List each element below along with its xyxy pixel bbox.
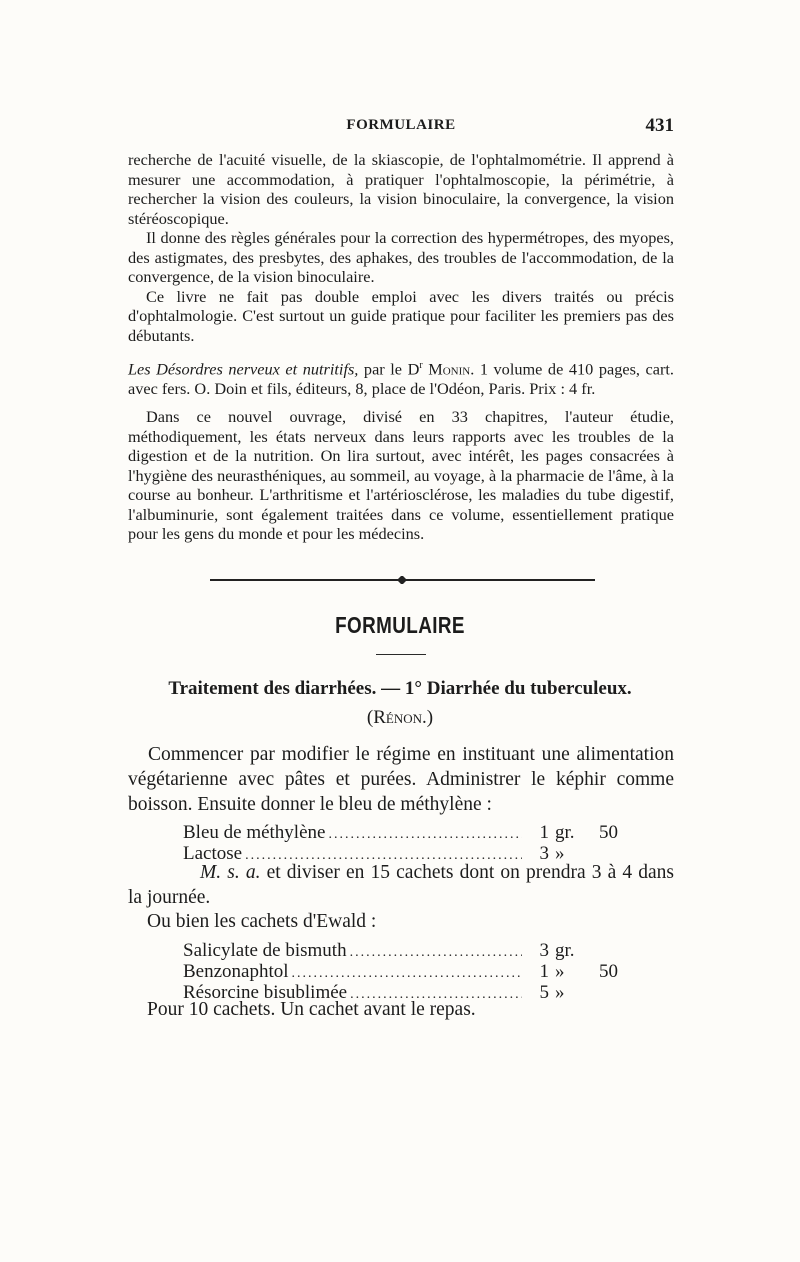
instruction-abbreviation: M. s. a. xyxy=(200,862,261,883)
book-review-continued xyxy=(128,150,674,345)
alternative-line: Ou bien les cachets d'Ewald : xyxy=(147,911,377,932)
recipe-intro-text: Commencer par modifier le régime en instituant une alimentation végétarienne avec pâtes et purées. Administrer le képhir comme boisson. Ensuite donner le bleu de méthylène : xyxy=(128,744,674,815)
ingredient-name: Benzonaphtol xyxy=(183,961,289,982)
prescription-row xyxy=(183,940,633,961)
book-reference xyxy=(128,356,674,398)
ingredient-quantity: 1 xyxy=(539,822,549,843)
review-paragraph: recherche de l'acuité visuelle, de la skiascopie, de l'ophtalmométrie. Il apprend à mesurer une accommodation, à pratiquer l'ophtalmoscopie, la périmétrie, à rechercher la vision des couleurs, la vision binoculaire, la convergence, la vision stéréoscopique. xyxy=(128,150,674,228)
ingredient-unit: gr. xyxy=(555,940,575,961)
review-paragraph: Ce livre ne fait pas double emploi avec les divers traités ou précis d'ophtalmologie. C'est surtout un guide pratique pour faciliter les premiers pas des débutants. xyxy=(128,286,674,345)
prescription-row xyxy=(183,822,633,843)
instruction-text xyxy=(128,860,674,910)
ingredient-fraction: 50 xyxy=(599,822,618,843)
ingredient-name: Bleu de méthylène xyxy=(183,822,326,843)
leader-dots xyxy=(350,945,522,961)
ingredient-quantity: 3 xyxy=(539,843,549,864)
leader-dots xyxy=(328,827,522,843)
prescription-row xyxy=(183,961,633,982)
ingredient-unit: » xyxy=(555,961,565,982)
recipe-author: (Rénon.) xyxy=(366,707,434,728)
book-details: 1 volume de 410 pages, cart. avec fers. O. Doin et fils, éditeurs, 8, place de l'Odéon, Paris. Prix : 4 fr. xyxy=(128,359,674,398)
prescription-list xyxy=(183,940,633,1003)
ingredient-quantity: 5 xyxy=(539,982,549,1003)
ingredient-name: Résorcine bisublimée xyxy=(183,982,348,1003)
book-notice xyxy=(128,356,674,544)
final-instruction: Pour 10 cachets. Un cachet avant le repas. xyxy=(147,999,476,1020)
book-by: par le D xyxy=(358,359,420,379)
recipe-instruction xyxy=(128,860,674,910)
ingredient-unit: gr. xyxy=(555,822,575,843)
book-description: Dans ce nouvel ouvrage, divisé en 33 chapitres, l'auteur étudie, méthodiquement, les états nerveux dans leurs rapports avec les troubles de la digestion et de la nutrition. On lira surtout, avec intérêt, les pages consacrées à l'hygiène des neurasthéniques, au sommeil, au voyage, à la pharmacie de l'âme, à la course au bonheur. L'arthritisme et l'artériosclérose, les maladies du tube digestif, l'albuminurie, sont également traitées dans ce volume, essentiellement pratique pour les gens du monde et pour les médecins. xyxy=(128,407,674,544)
book-author: Monin. xyxy=(422,359,475,379)
running-title: FORMULAIRE xyxy=(346,117,456,133)
book-title: Les Désordres nerveux et nutritifs, xyxy=(128,359,359,379)
leader-dots xyxy=(292,966,522,982)
ingredient-unit: » xyxy=(555,843,565,864)
recipe-intro xyxy=(128,742,674,817)
ingredient-quantity: 1 xyxy=(539,961,549,982)
running-head xyxy=(128,115,674,137)
section-divider-ornament xyxy=(210,576,595,584)
review-paragraph: Il donne des règles générales pour la correction des hypermétropes, des myopes, des astigmates, des presbytes, des aphakes, des troubles de l'accommodation, de la convergence, de la vision binoculaire. xyxy=(128,228,674,286)
prescription-list xyxy=(183,822,633,864)
instruction-rest: et diviser en 15 cachets dont on prendra 3 à 4 dans la journée. xyxy=(128,862,674,908)
page-number: 431 xyxy=(645,115,674,136)
recipe-heading: Traitement des diarrhées. — 1° Diarrhée du tuberculeux. xyxy=(168,678,632,699)
ingredient-name: Lactose xyxy=(183,843,243,864)
ingredient-fraction: 50 xyxy=(599,961,618,982)
ingredient-unit: » xyxy=(555,982,565,1003)
section-title: FORMULAIRE xyxy=(335,612,465,638)
doctor-superscript: r xyxy=(419,360,423,371)
short-rule xyxy=(376,654,426,655)
ingredient-name: Salicylate de bismuth xyxy=(183,940,347,961)
ingredient-quantity: 3 xyxy=(539,940,549,961)
